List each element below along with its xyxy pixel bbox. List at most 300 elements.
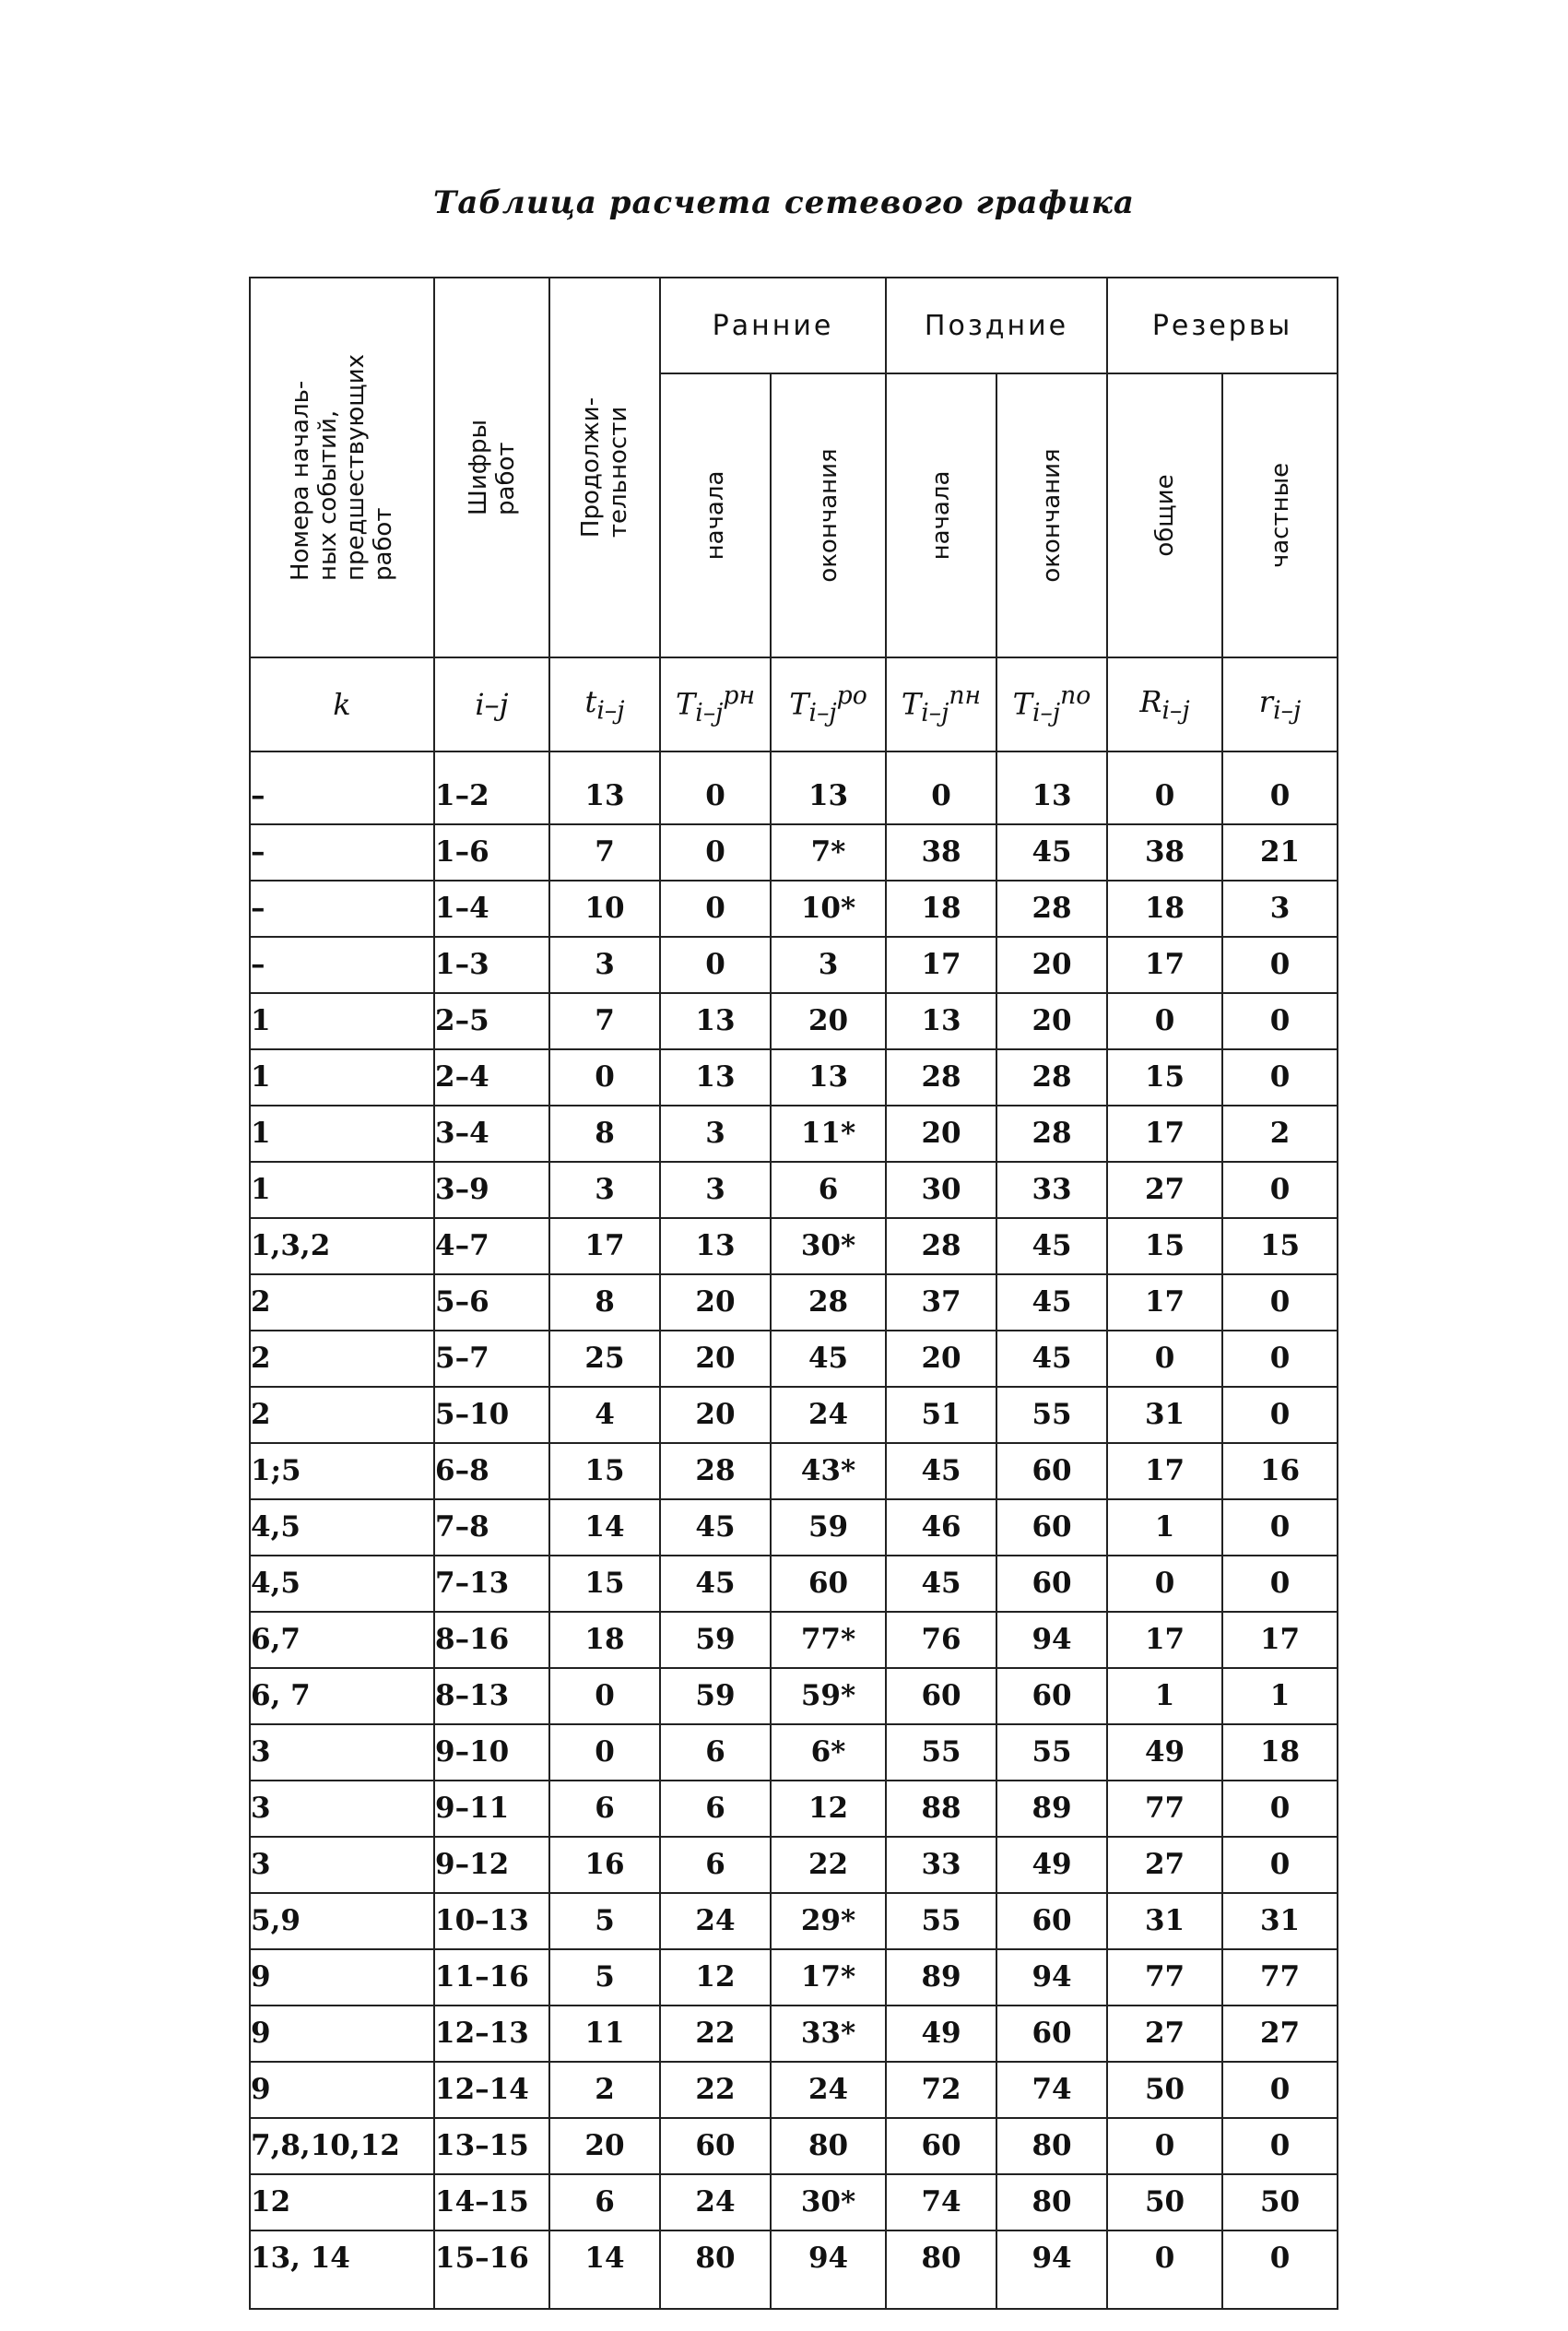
cell-late-end: 33 bbox=[996, 1162, 1107, 1218]
cell-late-end: 45 bbox=[996, 1218, 1107, 1274]
cell-code: 6–8 bbox=[434, 1443, 549, 1499]
symbol-total-reserve bbox=[1107, 657, 1222, 751]
cell-partial-reserve: 0 bbox=[1222, 751, 1338, 824]
cell-code: 15–16 bbox=[434, 2230, 549, 2309]
cell-total-reserve: 17 bbox=[1107, 1612, 1222, 1668]
cell-early-start: 80 bbox=[660, 2230, 771, 2309]
cell-code: 12–13 bbox=[434, 2006, 549, 2062]
cell-early-end: 29* bbox=[771, 1893, 886, 1949]
cell-early-end: 11* bbox=[771, 1106, 886, 1162]
cell-early-end: 80 bbox=[771, 2118, 886, 2174]
symbol-early-start-base: T bbox=[675, 686, 696, 722]
cell-partial-reserve: 31 bbox=[1222, 1893, 1338, 1949]
cell-duration: 5 bbox=[549, 1893, 660, 1949]
cell-duration: 15 bbox=[549, 1443, 660, 1499]
cell-late-start: 30 bbox=[886, 1162, 996, 1218]
cell-events: 4,5 bbox=[250, 1499, 434, 1556]
cell-partial-reserve: 0 bbox=[1222, 1837, 1338, 1893]
cell-total-reserve: 0 bbox=[1107, 2230, 1222, 2309]
cell-events: – bbox=[250, 881, 434, 937]
header-late-start bbox=[886, 373, 996, 657]
symbol-ij-text: i–j bbox=[475, 687, 509, 722]
table-row bbox=[250, 1387, 1338, 1443]
cell-duration: 6 bbox=[549, 1781, 660, 1837]
cell-total-reserve: 77 bbox=[1107, 1781, 1222, 1837]
cell-code: 12–14 bbox=[434, 2062, 549, 2118]
cell-early-end: 24 bbox=[771, 2062, 886, 2118]
header-reserve-partial-label: частные bbox=[1266, 462, 1294, 569]
cell-code: 9–11 bbox=[434, 1781, 549, 1837]
table-row bbox=[250, 1556, 1338, 1612]
cell-late-start: 18 bbox=[886, 881, 996, 937]
cell-duration: 5 bbox=[549, 1949, 660, 2006]
cell-late-end: 60 bbox=[996, 1443, 1107, 1499]
cell-late-end: 55 bbox=[996, 1387, 1107, 1443]
cell-events: – bbox=[250, 751, 434, 824]
cell-partial-reserve: 1 bbox=[1222, 1668, 1338, 1724]
cell-total-reserve: 0 bbox=[1107, 993, 1222, 1049]
cell-early-end: 13 bbox=[771, 1049, 886, 1106]
cell-late-end: 49 bbox=[996, 1837, 1107, 1893]
cell-late-start: 72 bbox=[886, 2062, 996, 2118]
cell-late-end: 45 bbox=[996, 1274, 1107, 1331]
header-events bbox=[250, 278, 434, 657]
symbol-k-text: k bbox=[333, 687, 351, 722]
table-row bbox=[250, 2006, 1338, 2062]
cell-early-start: 20 bbox=[660, 1274, 771, 1331]
header-late-start-label: начала bbox=[927, 470, 956, 561]
cell-duration: 0 bbox=[549, 1724, 660, 1781]
cell-early-end: 33* bbox=[771, 2006, 886, 2062]
cell-early-end: 30* bbox=[771, 1218, 886, 1274]
cell-late-end: 28 bbox=[996, 1106, 1107, 1162]
header-reserve-total-label: общие bbox=[1150, 474, 1179, 557]
cell-early-end: 94 bbox=[771, 2230, 886, 2309]
cell-early-end: 20 bbox=[771, 993, 886, 1049]
cell-duration: 3 bbox=[549, 937, 660, 993]
header-durations-label: Продолжи- тельности bbox=[577, 396, 632, 538]
cell-partial-reserve: 0 bbox=[1222, 937, 1338, 993]
cell-late-start: 13 bbox=[886, 993, 996, 1049]
cell-early-start: 45 bbox=[660, 1499, 771, 1556]
cell-early-start: 13 bbox=[660, 993, 771, 1049]
cell-early-start: 22 bbox=[660, 2006, 771, 2062]
cell-duration: 7 bbox=[549, 993, 660, 1049]
cell-early-start: 60 bbox=[660, 2118, 771, 2174]
cell-total-reserve: 27 bbox=[1107, 1837, 1222, 1893]
symbol-late-start bbox=[886, 657, 996, 751]
cell-partial-reserve: 2 bbox=[1222, 1106, 1338, 1162]
cell-code: 1–3 bbox=[434, 937, 549, 993]
cell-late-end: 94 bbox=[996, 1612, 1107, 1668]
cell-late-start: 80 bbox=[886, 2230, 996, 2309]
cell-early-end: 10* bbox=[771, 881, 886, 937]
table-row bbox=[250, 1106, 1338, 1162]
cell-code: 13–15 bbox=[434, 2118, 549, 2174]
cell-code: 5–10 bbox=[434, 1387, 549, 1443]
cell-late-start: 76 bbox=[886, 1612, 996, 1668]
cell-total-reserve: 27 bbox=[1107, 1162, 1222, 1218]
cell-code: 3–9 bbox=[434, 1162, 549, 1218]
cell-duration: 11 bbox=[549, 2006, 660, 2062]
cell-events: 4,5 bbox=[250, 1556, 434, 1612]
cell-duration: 16 bbox=[549, 1837, 660, 1893]
cell-duration: 14 bbox=[549, 1499, 660, 1556]
cell-late-start: 20 bbox=[886, 1331, 996, 1387]
cell-total-reserve: 17 bbox=[1107, 1274, 1222, 1331]
header-reserve-total bbox=[1107, 373, 1222, 657]
cell-duration: 8 bbox=[549, 1274, 660, 1331]
cell-events: 1;5 bbox=[250, 1443, 434, 1499]
cell-code: 5–7 bbox=[434, 1331, 549, 1387]
cell-late-end: 28 bbox=[996, 881, 1107, 937]
symbol-late-start-sup: пн bbox=[949, 680, 982, 710]
network-schedule-table bbox=[249, 277, 1338, 2310]
cell-late-end: 74 bbox=[996, 2062, 1107, 2118]
cell-partial-reserve: 0 bbox=[1222, 2118, 1338, 2174]
cell-total-reserve: 50 bbox=[1107, 2062, 1222, 2118]
cell-code: 3–4 bbox=[434, 1106, 549, 1162]
cell-late-start: 74 bbox=[886, 2174, 996, 2230]
cell-total-reserve: 0 bbox=[1107, 1556, 1222, 1612]
cell-partial-reserve: 0 bbox=[1222, 1556, 1338, 1612]
cell-duration: 6 bbox=[549, 2174, 660, 2230]
cell-early-start: 12 bbox=[660, 1949, 771, 2006]
cell-early-start: 3 bbox=[660, 1162, 771, 1218]
cell-early-end: 59 bbox=[771, 1499, 886, 1556]
cell-early-end: 6* bbox=[771, 1724, 886, 1781]
cell-total-reserve: 77 bbox=[1107, 1949, 1222, 2006]
symbol-total-reserve-sub: i–j bbox=[1161, 696, 1190, 726]
cell-early-end: 7* bbox=[771, 824, 886, 881]
cell-late-end: 28 bbox=[996, 1049, 1107, 1106]
cell-late-end: 60 bbox=[996, 1893, 1107, 1949]
cell-late-end: 94 bbox=[996, 2230, 1107, 2309]
header-early-end bbox=[771, 373, 886, 657]
cell-late-end: 60 bbox=[996, 2006, 1107, 2062]
cell-duration: 15 bbox=[549, 1556, 660, 1612]
cell-events: 3 bbox=[250, 1724, 434, 1781]
cell-events: 1,3,2 bbox=[250, 1218, 434, 1274]
header-codes-label: Шифры работ bbox=[464, 420, 520, 515]
symbol-late-end-base: T bbox=[1012, 686, 1033, 722]
cell-code: 14–15 bbox=[434, 2174, 549, 2230]
symbol-ij bbox=[434, 657, 549, 751]
cell-partial-reserve: 77 bbox=[1222, 1949, 1338, 2006]
cell-partial-reserve: 0 bbox=[1222, 1781, 1338, 1837]
cell-total-reserve: 1 bbox=[1107, 1499, 1222, 1556]
cell-partial-reserve: 0 bbox=[1222, 1499, 1338, 1556]
header-early-end-label: окончания bbox=[814, 448, 843, 583]
symbol-partial-reserve-sub: i–j bbox=[1273, 696, 1302, 726]
cell-early-start: 24 bbox=[660, 2174, 771, 2230]
cell-late-end: 80 bbox=[996, 2174, 1107, 2230]
cell-late-end: 60 bbox=[996, 1668, 1107, 1724]
table-row bbox=[250, 1724, 1338, 1781]
cell-partial-reserve: 0 bbox=[1222, 1387, 1338, 1443]
cell-duration: 18 bbox=[549, 1612, 660, 1668]
cell-early-start: 6 bbox=[660, 1837, 771, 1893]
cell-total-reserve: 0 bbox=[1107, 2118, 1222, 2174]
cell-code: 7–13 bbox=[434, 1556, 549, 1612]
cell-duration: 20 bbox=[549, 2118, 660, 2174]
cell-total-reserve: 0 bbox=[1107, 1331, 1222, 1387]
table-row bbox=[250, 1781, 1338, 1837]
cell-total-reserve: 49 bbox=[1107, 1724, 1222, 1781]
cell-late-start: 45 bbox=[886, 1556, 996, 1612]
cell-partial-reserve: 50 bbox=[1222, 2174, 1338, 2230]
cell-late-start: 46 bbox=[886, 1499, 996, 1556]
cell-events: 12 bbox=[250, 2174, 434, 2230]
cell-events: 1 bbox=[250, 1106, 434, 1162]
cell-early-end: 24 bbox=[771, 1387, 886, 1443]
cell-late-start: 49 bbox=[886, 2006, 996, 2062]
cell-code: 9–12 bbox=[434, 1837, 549, 1893]
symbol-partial-reserve-base: r bbox=[1258, 683, 1274, 719]
page-title: Таблица расчета сетевого графика bbox=[433, 184, 1135, 221]
cell-total-reserve: 27 bbox=[1107, 2006, 1222, 2062]
table-row bbox=[250, 1668, 1338, 1724]
cell-late-end: 20 bbox=[996, 993, 1107, 1049]
cell-events: 5,9 bbox=[250, 1893, 434, 1949]
cell-events: – bbox=[250, 937, 434, 993]
cell-total-reserve: 31 bbox=[1107, 1893, 1222, 1949]
cell-partial-reserve: 16 bbox=[1222, 1443, 1338, 1499]
cell-total-reserve: 0 bbox=[1107, 751, 1222, 824]
cell-code: 8–16 bbox=[434, 1612, 549, 1668]
cell-partial-reserve: 3 bbox=[1222, 881, 1338, 937]
cell-duration: 0 bbox=[549, 1668, 660, 1724]
cell-late-end: 60 bbox=[996, 1556, 1107, 1612]
cell-early-end: 59* bbox=[771, 1668, 886, 1724]
cell-total-reserve: 18 bbox=[1107, 881, 1222, 937]
cell-partial-reserve: 0 bbox=[1222, 1162, 1338, 1218]
cell-events: 6,7 bbox=[250, 1612, 434, 1668]
cell-partial-reserve: 15 bbox=[1222, 1218, 1338, 1274]
table-row bbox=[250, 2230, 1338, 2309]
cell-partial-reserve: 0 bbox=[1222, 1274, 1338, 1331]
cell-early-end: 6 bbox=[771, 1162, 886, 1218]
cell-events: 2 bbox=[250, 1331, 434, 1387]
table-row bbox=[250, 1499, 1338, 1556]
cell-duration: 2 bbox=[549, 2062, 660, 2118]
cell-duration: 8 bbox=[549, 1106, 660, 1162]
cell-events: 9 bbox=[250, 1949, 434, 2006]
cell-code: 10–13 bbox=[434, 1893, 549, 1949]
symbol-late-end-sup: по bbox=[1060, 680, 1091, 710]
cell-events: 1 bbox=[250, 1162, 434, 1218]
table-row bbox=[250, 2062, 1338, 2118]
cell-total-reserve: 17 bbox=[1107, 1106, 1222, 1162]
symbol-early-end-base: T bbox=[789, 686, 809, 722]
cell-early-start: 6 bbox=[660, 1781, 771, 1837]
symbol-late-start-base: T bbox=[901, 686, 922, 722]
cell-early-end: 45 bbox=[771, 1331, 886, 1387]
cell-early-end: 22 bbox=[771, 1837, 886, 1893]
header-early-start bbox=[660, 373, 771, 657]
cell-late-end: 94 bbox=[996, 1949, 1107, 2006]
cell-early-start: 22 bbox=[660, 2062, 771, 2118]
cell-duration: 13 bbox=[549, 751, 660, 824]
cell-duration: 14 bbox=[549, 2230, 660, 2309]
symbol-early-end-sup: ро bbox=[836, 680, 867, 710]
cell-partial-reserve: 0 bbox=[1222, 993, 1338, 1049]
cell-code: 7–8 bbox=[434, 1499, 549, 1556]
cell-early-end: 77* bbox=[771, 1612, 886, 1668]
cell-total-reserve: 38 bbox=[1107, 824, 1222, 881]
cell-early-start: 0 bbox=[660, 881, 771, 937]
cell-events: 2 bbox=[250, 1274, 434, 1331]
symbol-early-start-sub: i–j bbox=[695, 699, 724, 728]
header-early-start-label: начала bbox=[701, 470, 729, 561]
cell-early-end: 60 bbox=[771, 1556, 886, 1612]
cell-early-start: 0 bbox=[660, 937, 771, 993]
table-row bbox=[250, 1331, 1338, 1387]
symbol-partial-reserve bbox=[1222, 657, 1338, 751]
cell-code: 2–4 bbox=[434, 1049, 549, 1106]
table-row bbox=[250, 751, 1338, 824]
cell-events: 13, 14 bbox=[250, 2230, 434, 2309]
cell-late-start: 88 bbox=[886, 1781, 996, 1837]
cell-early-end: 28 bbox=[771, 1274, 886, 1331]
cell-partial-reserve: 27 bbox=[1222, 2006, 1338, 2062]
cell-code: 1–6 bbox=[434, 824, 549, 881]
cell-early-start: 3 bbox=[660, 1106, 771, 1162]
header-late-end bbox=[996, 373, 1107, 657]
symbol-late-start-sub: i–j bbox=[921, 699, 949, 728]
cell-late-start: 37 bbox=[886, 1274, 996, 1331]
cell-early-start: 0 bbox=[660, 751, 771, 824]
cell-late-start: 60 bbox=[886, 1668, 996, 1724]
cell-late-end: 60 bbox=[996, 1499, 1107, 1556]
cell-events: 1 bbox=[250, 993, 434, 1049]
cell-early-end: 30* bbox=[771, 2174, 886, 2230]
cell-code: 11–16 bbox=[434, 1949, 549, 2006]
table-row bbox=[250, 1949, 1338, 2006]
cell-early-start: 20 bbox=[660, 1331, 771, 1387]
cell-code: 1–4 bbox=[434, 881, 549, 937]
cell-early-start: 13 bbox=[660, 1049, 771, 1106]
table-row bbox=[250, 993, 1338, 1049]
cell-duration: 4 bbox=[549, 1387, 660, 1443]
cell-events: 1 bbox=[250, 1049, 434, 1106]
cell-partial-reserve: 0 bbox=[1222, 2062, 1338, 2118]
cell-early-start: 28 bbox=[660, 1443, 771, 1499]
cell-early-end: 13 bbox=[771, 751, 886, 824]
cell-late-start: 45 bbox=[886, 1443, 996, 1499]
cell-late-end: 89 bbox=[996, 1781, 1107, 1837]
cell-events: 3 bbox=[250, 1837, 434, 1893]
header-late-end-label: окончания bbox=[1038, 448, 1067, 583]
cell-total-reserve: 17 bbox=[1107, 1443, 1222, 1499]
table-row bbox=[250, 1274, 1338, 1331]
cell-early-start: 13 bbox=[660, 1218, 771, 1274]
header-reserve-partial bbox=[1222, 373, 1338, 657]
cell-early-start: 59 bbox=[660, 1668, 771, 1724]
cell-total-reserve: 50 bbox=[1107, 2174, 1222, 2230]
cell-late-end: 55 bbox=[996, 1724, 1107, 1781]
symbol-t-sub: i–j bbox=[596, 696, 625, 726]
cell-events: 2 bbox=[250, 1387, 434, 1443]
symbol-early-start bbox=[660, 657, 771, 751]
cell-late-start: 28 bbox=[886, 1049, 996, 1106]
cell-total-reserve: 15 bbox=[1107, 1049, 1222, 1106]
cell-early-start: 6 bbox=[660, 1724, 771, 1781]
cell-partial-reserve: 17 bbox=[1222, 1612, 1338, 1668]
cell-late-start: 0 bbox=[886, 751, 996, 824]
table-body bbox=[250, 751, 1338, 2309]
table-row bbox=[250, 881, 1338, 937]
cell-duration: 7 bbox=[549, 824, 660, 881]
cell-code: 9–10 bbox=[434, 1724, 549, 1781]
cell-duration: 10 bbox=[549, 881, 660, 937]
table-row bbox=[250, 937, 1338, 993]
header-events-label: Номера началь- ных событий, предшествующих работ bbox=[287, 353, 397, 582]
cell-early-end: 12 bbox=[771, 1781, 886, 1837]
header-durations bbox=[549, 278, 660, 657]
header-late: Поздние bbox=[886, 278, 1107, 373]
table-row bbox=[250, 1162, 1338, 1218]
cell-partial-reserve: 0 bbox=[1222, 1331, 1338, 1387]
cell-code: 5–6 bbox=[434, 1274, 549, 1331]
cell-late-end: 13 bbox=[996, 751, 1107, 824]
cell-late-end: 20 bbox=[996, 937, 1107, 993]
table-row bbox=[250, 1443, 1338, 1499]
cell-code: 4–7 bbox=[434, 1218, 549, 1274]
cell-events: 6, 7 bbox=[250, 1668, 434, 1724]
table-row bbox=[250, 1893, 1338, 1949]
table-row bbox=[250, 1837, 1338, 1893]
table-row bbox=[250, 2118, 1338, 2174]
header-reserves: Резервы bbox=[1107, 278, 1338, 373]
cell-late-end: 45 bbox=[996, 824, 1107, 881]
cell-early-start: 24 bbox=[660, 1893, 771, 1949]
cell-events: 3 bbox=[250, 1781, 434, 1837]
table-row bbox=[250, 1218, 1338, 1274]
cell-late-start: 20 bbox=[886, 1106, 996, 1162]
cell-code: 1–2 bbox=[434, 751, 549, 824]
symbol-t bbox=[549, 657, 660, 751]
header-early: Ранние bbox=[660, 278, 886, 373]
cell-total-reserve: 1 bbox=[1107, 1668, 1222, 1724]
cell-partial-reserve: 21 bbox=[1222, 824, 1338, 881]
symbol-total-reserve-base: R bbox=[1139, 683, 1162, 719]
cell-duration: 17 bbox=[549, 1218, 660, 1274]
cell-early-start: 20 bbox=[660, 1387, 771, 1443]
header-codes bbox=[434, 278, 549, 657]
cell-early-start: 0 bbox=[660, 824, 771, 881]
symbol-early-end bbox=[771, 657, 886, 751]
cell-code: 2–5 bbox=[434, 993, 549, 1049]
cell-partial-reserve: 18 bbox=[1222, 1724, 1338, 1781]
table-row bbox=[250, 2174, 1338, 2230]
cell-code: 8–13 bbox=[434, 1668, 549, 1724]
cell-total-reserve: 17 bbox=[1107, 937, 1222, 993]
symbol-k bbox=[250, 657, 434, 751]
cell-late-start: 89 bbox=[886, 1949, 996, 2006]
cell-late-end: 80 bbox=[996, 2118, 1107, 2174]
cell-late-start: 38 bbox=[886, 824, 996, 881]
symbol-early-start-sup: рн bbox=[723, 680, 756, 710]
cell-early-end: 3 bbox=[771, 937, 886, 993]
table-row bbox=[250, 1612, 1338, 1668]
cell-late-start: 55 bbox=[886, 1893, 996, 1949]
cell-events: 7,8,10,12 bbox=[250, 2118, 434, 2174]
cell-early-end: 17* bbox=[771, 1949, 886, 2006]
symbol-early-end-sub: i–j bbox=[808, 699, 837, 728]
cell-total-reserve: 15 bbox=[1107, 1218, 1222, 1274]
cell-late-start: 51 bbox=[886, 1387, 996, 1443]
